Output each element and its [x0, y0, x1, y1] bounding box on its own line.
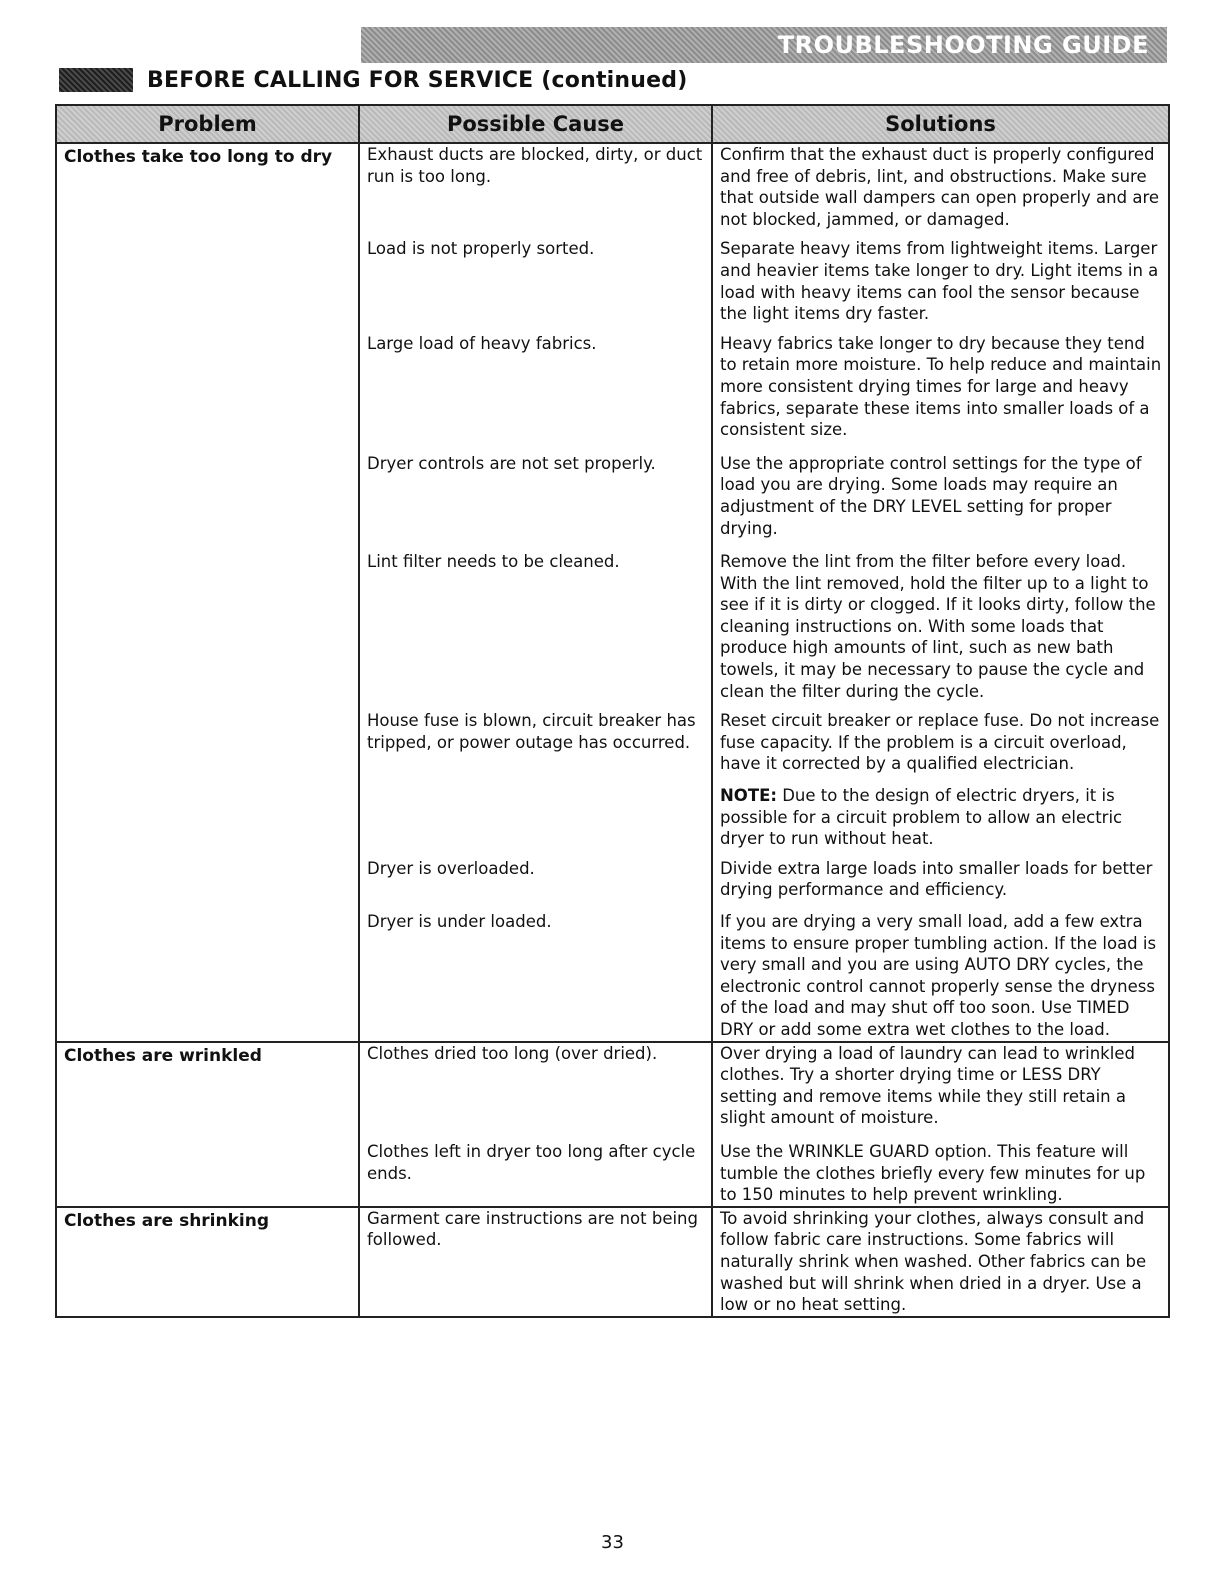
problem-cell	[56, 911, 359, 1042]
solution-cell	[712, 333, 1169, 453]
section-heading	[59, 64, 687, 96]
page-number: 33	[601, 1532, 624, 1553]
problem-cell	[56, 333, 359, 453]
cause-cell	[359, 858, 712, 911]
problem-label: Clothes take too long to dry	[64, 147, 333, 167]
cause-cell	[359, 453, 712, 551]
cause-cell	[359, 911, 712, 1042]
solution-text: Confirm that the exhaust duct is properly configured and free of debris, lint, and obstructions. Make sure that outside wall dampers can open properly and are not blocked, jammed, or damaged.	[720, 145, 1160, 229]
solution-text: To avoid shrinking your clothes, always consult and follow fabric care instructions. Some fabrics will naturally shrink when washed. Other fabrics can be washed but will shrink when dried in a dryer. Use a low or no heat setting.	[720, 1208, 1147, 1315]
possible-cause-text: Clothes left in dryer too long after cycle ends.	[367, 1141, 696, 1183]
note-text: Due to the design of electric dryers, it is possible for a circuit problem to allow an electric dryer to run without heat.	[720, 786, 1123, 849]
problem-cell	[56, 710, 359, 858]
solution-text: Heavy fabrics take longer to dry because they tend to retain more moisture. To help reduce and maintain more consistent drying times for large and heavy fabrics, separate these items into smaller loads of a consistent size.	[720, 333, 1162, 440]
solution-cell	[712, 453, 1169, 551]
possible-cause-text: Load is not properly sorted.	[367, 239, 595, 259]
problem-cell	[56, 551, 359, 710]
possible-cause-text: Large load of heavy fabrics.	[367, 333, 597, 353]
solution-text: If you are drying a very small load, add a few extra items to ensure proper tumbling action. If the load is very small and you are using AUTO DRY cycles, the electronic control cannot properly sense the dryness of the load and may shut off too soon. Use TIMED DRY or add some extra wet clothes to the load.	[720, 912, 1157, 1039]
possible-cause-text: Dryer controls are not set properly.	[367, 453, 656, 473]
cause-cell	[359, 238, 712, 332]
possible-cause-text: Lint filter needs to be cleaned.	[367, 552, 620, 572]
cause-cell	[359, 1042, 712, 1141]
table-row	[56, 911, 1169, 1042]
table-row	[56, 1207, 1169, 1317]
table-row	[56, 238, 1169, 332]
section-heading-text: BEFORE CALLING FOR SERVICE (continued)	[147, 67, 688, 93]
table-row	[56, 710, 1169, 858]
possible-cause-text: Clothes dried too long (over dried).	[367, 1043, 658, 1063]
solution-cell	[712, 551, 1169, 710]
problem-cell	[56, 1207, 359, 1317]
cause-cell	[359, 551, 712, 710]
problem-cell	[56, 858, 359, 911]
troubleshooting-guide-banner: TROUBLESHOOTING GUIDE	[361, 27, 1167, 63]
table-row	[56, 1141, 1169, 1207]
solution-text: Divide extra large loads into smaller loads for better drying performance and efficiency.	[720, 858, 1153, 900]
solution-cell	[712, 710, 1169, 858]
solution-text: Separate heavy items from lightweight items. Larger and heavier items take longer to dry. Light items in a load with heavy items can fool the sensor because the light items dry faster.	[720, 239, 1159, 324]
table-row	[56, 143, 1169, 238]
problem-label: Clothes are shrinking	[64, 1210, 270, 1231]
possible-cause-text: House fuse is blown, circuit breaker has tripped, or power outage has occurred.	[367, 711, 696, 752]
solution-text: Remove the lint from the filter before every load. With the lint removed, hold the filter up to a light to see if it is dirty or clogged. If it looks dirty, follow the cleaning instructions on. With some loads that produce high amounts of lint, such as new bath towels, it may be necessary to pause the cycle and clean the filter during the cycle.	[720, 552, 1156, 701]
problem-cell	[56, 453, 359, 551]
problem-cell	[56, 238, 359, 332]
problem-cell	[56, 1042, 359, 1141]
table-row	[56, 551, 1169, 710]
solution-note	[720, 785, 1162, 850]
column-header-solutions: Solutions	[712, 105, 1169, 143]
possible-cause-text: Dryer is under loaded.	[367, 912, 552, 931]
possible-cause-text: Dryer is overloaded.	[367, 858, 535, 878]
solution-cell	[712, 911, 1169, 1042]
problem-cell	[56, 1141, 359, 1207]
solution-cell	[712, 1207, 1169, 1317]
table-body	[56, 143, 1169, 1317]
solution-cell	[712, 858, 1169, 911]
problem-label: Clothes are wrinkled	[64, 1045, 262, 1066]
solution-text: Reset circuit breaker or replace fuse. Do not increase fuse capacity. If the problem is a circuit overload, have it corrected by a qualified electrician.	[720, 711, 1160, 774]
column-header-problem: Problem	[56, 105, 359, 143]
possible-cause-text: Exhaust ducts are blocked, dirty, or duct run is too long.	[367, 145, 703, 186]
solution-cell	[712, 143, 1169, 238]
column-header-cause: Possible Cause	[359, 105, 712, 143]
solution-text: Use the appropriate control settings for the type of load you are drying. Some loads may require an adjustment of the DRY LEVEL setting for proper drying.	[720, 453, 1142, 538]
solution-cell	[712, 1141, 1169, 1207]
cause-cell	[359, 710, 712, 858]
heading-marker-block	[59, 68, 133, 92]
cause-cell	[359, 1207, 712, 1317]
cause-cell	[359, 143, 712, 238]
troubleshooting-table	[55, 104, 1170, 1318]
possible-cause-text: Garment care instructions are not being followed.	[367, 1208, 698, 1250]
cause-cell	[359, 1141, 712, 1207]
note-label: NOTE:	[720, 786, 777, 806]
solution-text: Use the WRINKLE GUARD option. This feature will tumble the clothes briefly every few minutes for up to 150 minutes to help prevent wrinkling.	[720, 1141, 1146, 1205]
table-row	[56, 453, 1169, 551]
problem-cell	[56, 143, 359, 238]
table-row	[56, 858, 1169, 911]
cause-cell	[359, 333, 712, 453]
table-row	[56, 1042, 1169, 1141]
table-row	[56, 333, 1169, 453]
table-header-row	[56, 105, 1169, 143]
solution-cell	[712, 1042, 1169, 1141]
solution-cell	[712, 238, 1169, 332]
solution-text: Over drying a load of laundry can lead to wrinkled clothes. Try a shorter drying time or LESS DRY setting and remove items while they still retain a slight amount of moisture.	[720, 1043, 1135, 1128]
